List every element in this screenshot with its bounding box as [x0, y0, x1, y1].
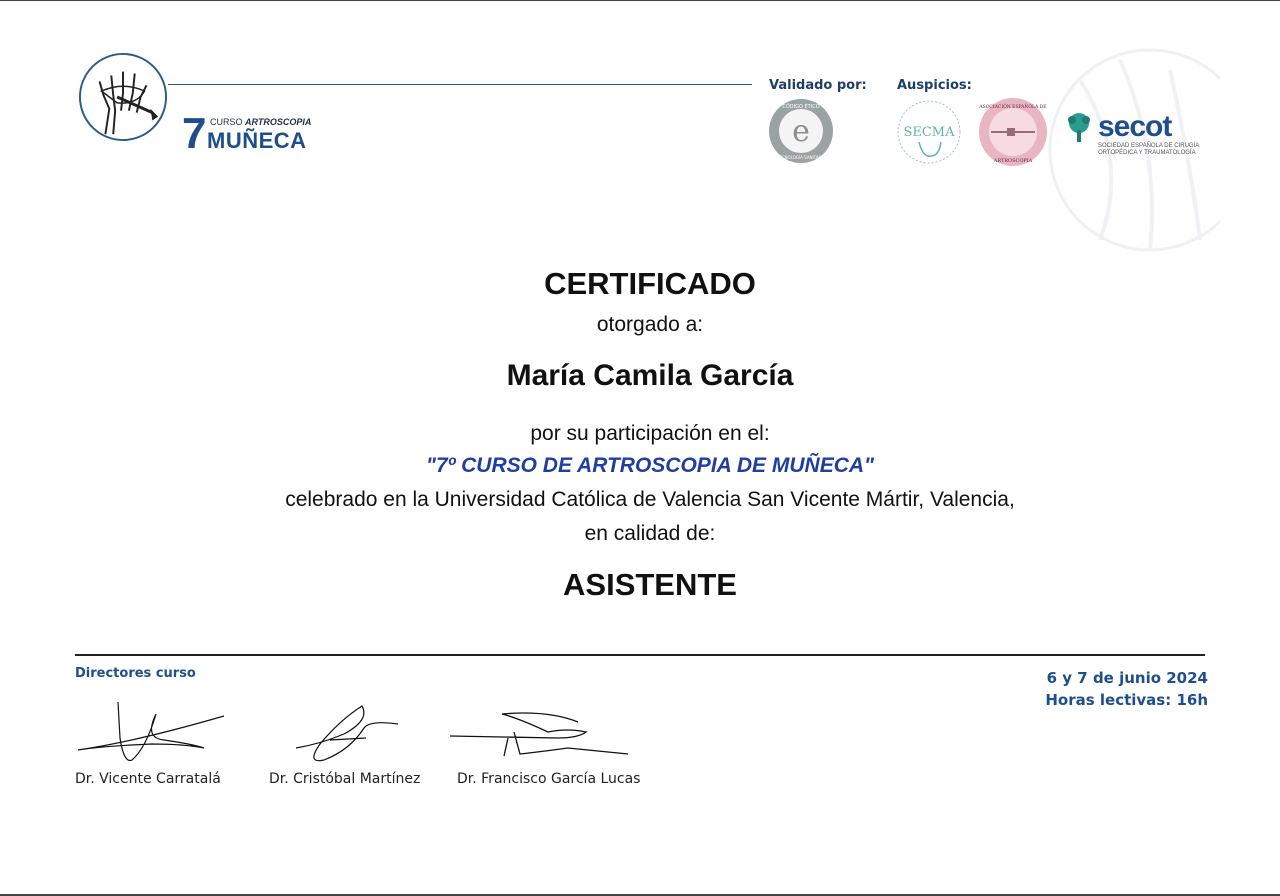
signature-3-icon — [448, 708, 630, 760]
logo-curso-name: ARTROSCOPIA — [245, 117, 312, 127]
page-border-top — [0, 0, 1280, 1]
logo-number: 7 — [182, 109, 207, 158]
directors-label: Directores curso — [75, 666, 196, 681]
logo-curso — [210, 118, 311, 127]
svg-text:SECMA: SECMA — [903, 125, 955, 140]
codigo-etico-seal-icon — [767, 97, 835, 165]
header-rule — [168, 84, 752, 85]
director-name: Dr. Cristóbal Martínez — [269, 771, 421, 787]
tree-icon — [1064, 112, 1094, 144]
svg-text:ARTROSCOPIA: ARTROSCOPIA — [993, 158, 1033, 164]
secot-name: secot — [1098, 110, 1172, 143]
svg-text:CÓDIGO ÉTICO: CÓDIGO ÉTICO — [782, 104, 820, 110]
signature-2-icon — [290, 700, 402, 766]
secot-logo — [1064, 112, 1214, 156]
secot-subtitle — [1098, 143, 1199, 157]
aea-seal-icon — [977, 96, 1049, 168]
secot-subtitle-line-2: ORTOPÉDICA Y TRAUMATOLOGÍA — [1098, 149, 1196, 156]
role: ASISTENTE — [563, 567, 737, 602]
logo-subject: MUÑECA — [207, 128, 307, 153]
hours-text: Horas lectivas: 16h — [1045, 690, 1208, 709]
dates-text: 6 y 7 de junio 2024 — [1046, 669, 1208, 687]
director-name: Dr. Vicente Carratalá — [75, 771, 221, 787]
validated-label: Validado por: — [769, 78, 867, 93]
capacity-text: en calidad de: — [584, 522, 716, 545]
course-name: "7º CURSO DE ARTROSCOPIA DE MUÑECA" — [425, 454, 874, 477]
wrist-arthroscopy-logo-icon — [78, 52, 168, 142]
svg-text:ASOCIACIÓN ESPAÑOLA DE: ASOCIACIÓN ESPAÑOLA DE — [979, 105, 1047, 110]
director-name: Dr. Francisco García Lucas — [457, 771, 641, 787]
svg-text:TECNOLOGÍA SANITARIA: TECNOLOGÍA SANITARIA — [776, 155, 826, 160]
course-dates — [1045, 668, 1208, 712]
participation-text: por su participación en el: — [530, 422, 770, 445]
certificate-title: CERTIFICADO — [544, 266, 756, 301]
sponsors-label: Auspicios: — [897, 78, 972, 93]
venue-text: celebrado en la Universidad Católica de Valencia San Vicente Mártir, Valencia, — [285, 488, 1015, 511]
logo-curso-prefix: CURSO — [210, 117, 243, 127]
footer-divider — [75, 654, 1205, 656]
recipient-name: María Camila García — [506, 359, 794, 392]
svg-text:e: e — [792, 114, 810, 149]
secma-seal-icon — [893, 98, 965, 166]
signature-1-icon — [74, 698, 230, 768]
awarded-to: otorgado a: — [596, 313, 704, 336]
secot-subtitle-line-1: SOCIEDAD ESPAÑOLA DE CIRUGÍA — [1098, 143, 1200, 149]
